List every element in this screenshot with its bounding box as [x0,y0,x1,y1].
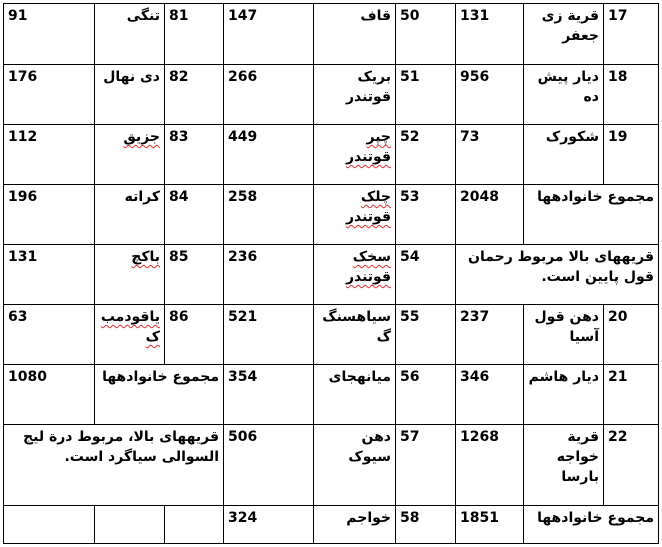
family-count: 176 [4,65,95,125]
row-number: 50 [396,4,456,65]
row-number: 18 [604,65,659,125]
row-number: 58 [396,506,456,544]
table-row [4,245,659,305]
village-name: قاف [314,4,396,65]
family-count: 521 [224,305,314,365]
family-count: 324 [224,506,314,544]
row-number: 19 [604,125,659,185]
village-name: دی نهال [95,65,165,125]
village-name-text: باکچ [131,249,160,265]
family-count: 63 [4,305,95,365]
row-number: 51 [396,65,456,125]
family-count: 2048 [456,185,524,245]
village-name-text: چپر قوتندر [345,129,391,165]
family-count: 506 [224,425,314,506]
row-number: 83 [165,125,224,185]
row-number: 57 [396,425,456,506]
village-name: قریة خواجه بارسا [524,425,604,506]
family-count: 266 [224,65,314,125]
family-count: 1268 [456,425,524,506]
family-count: 131 [456,4,524,65]
region-note: قریههای بالا مربوط رحمان قول پایین است. [456,245,659,305]
village-name: سیاهسنگ گ [314,305,396,365]
village-name: خواجم [314,506,396,544]
data-table [3,3,659,544]
families-total-label: مجموع خانوادهها [524,185,659,245]
table-row [4,185,659,245]
table-row [4,305,659,365]
empty-cell [95,506,165,544]
row-number: 53 [396,185,456,245]
village-name [95,125,165,185]
village-name: میانهجای [314,365,396,425]
table-row [4,4,659,65]
family-count: 147 [224,4,314,65]
village-name: دیار هاشم [524,365,604,425]
row-number: 55 [396,305,456,365]
family-count: 1851 [456,506,524,544]
row-number: 22 [604,425,659,506]
family-count: 196 [4,185,95,245]
row-number: 86 [165,305,224,365]
village-name [95,305,165,365]
village-name: دهن سیوک [314,425,396,506]
village-name: قریة زی جعفر [524,4,604,65]
family-count: 73 [456,125,524,185]
village-name [314,125,396,185]
village-name [314,185,396,245]
family-count: 346 [456,365,524,425]
family-count: 449 [224,125,314,185]
table-row [4,65,659,125]
village-name: تنگی [95,4,165,65]
region-note: قریههای بالا، مربوط درة لیج السوالی سیاگرد است. [4,425,224,506]
family-count: 112 [4,125,95,185]
village-name [314,245,396,305]
row-number: 84 [165,185,224,245]
family-count: 131 [4,245,95,305]
village-name: بریک قوتندر [314,65,396,125]
families-total-label: مجموع خانوادهها [524,506,659,544]
village-name-text: جزیق [123,129,160,145]
row-number: 81 [165,4,224,65]
families-total-label: مجموع خانوادهها [95,365,224,425]
village-name: دهن قول آسیا [524,305,604,365]
table-row [4,365,659,425]
empty-cell [165,506,224,544]
row-number: 56 [396,365,456,425]
row-number: 85 [165,245,224,305]
family-count: 258 [224,185,314,245]
table-row [4,125,659,185]
row-number: 21 [604,365,659,425]
family-count: 91 [4,4,95,65]
village-name-text: چلک قوتندر [345,189,391,225]
family-count: 1080 [4,365,95,425]
table-row [4,506,659,544]
family-count: 956 [456,65,524,125]
family-count: 237 [456,305,524,365]
village-name: شکورک [524,125,604,185]
row-number: 54 [396,245,456,305]
family-count: 236 [224,245,314,305]
empty-cell [4,506,95,544]
row-number: 82 [165,65,224,125]
row-number: 20 [604,305,659,365]
village-name-text: یاقودمب ک [100,309,160,345]
row-number: 52 [396,125,456,185]
village-name: دیار پیش ده [524,65,604,125]
table-row [4,425,659,506]
family-count: 354 [224,365,314,425]
row-number: 17 [604,4,659,65]
village-name-text: سخک قوتندر [345,249,391,285]
village-name [95,245,165,305]
village-name: کراته [95,185,165,245]
